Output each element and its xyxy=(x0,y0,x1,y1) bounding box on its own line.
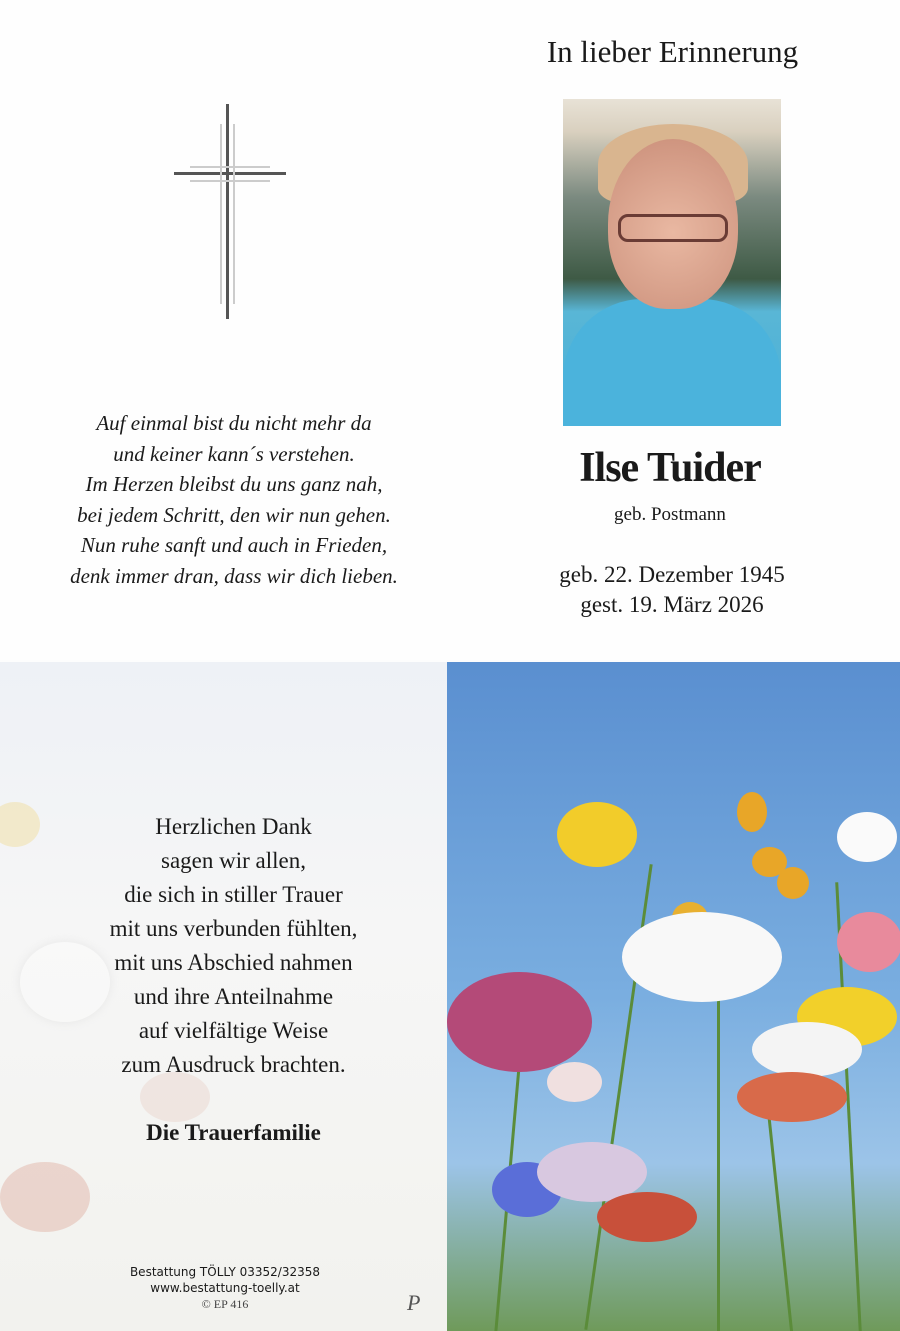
thanks-line: mit uns Abschied nahmen xyxy=(114,950,353,975)
poem-line: Auf einmal bist du nicht mehr da xyxy=(96,411,372,435)
printer-mark: P xyxy=(407,1290,421,1315)
thanks-line: sagen wir allen, xyxy=(161,848,306,873)
poem-line: denk immer dran, dass wir dich lieben. xyxy=(70,563,398,588)
thanks-line: zum Ausdruck brachten. xyxy=(121,1052,346,1077)
product-code: © EP 416 xyxy=(201,1297,249,1311)
maiden-name: geb. Postmann xyxy=(614,504,726,525)
flower-photo xyxy=(447,662,900,1331)
thanks-line: die sich in stiller Trauer xyxy=(124,882,343,907)
poem-line: und keiner kann´s verstehen. xyxy=(113,441,355,466)
poem-line: bei jedem Schritt, den wir nun gehen. xyxy=(77,502,391,527)
thanks-line: und ihre Anteilnahme xyxy=(133,984,334,1009)
poem-line: Im Herzen bleibst du uns ganz nah, xyxy=(85,472,383,496)
poem-line: Nun ruhe sanft und auch in Frieden, xyxy=(80,533,388,557)
cross-icon xyxy=(170,104,290,319)
poem xyxy=(20,408,448,591)
heading: In lieber Erinnerung xyxy=(546,34,799,69)
thanks-line: Herzlichen Dank xyxy=(155,814,312,839)
deceased-name: Ilse Tuider xyxy=(579,445,761,491)
thanks-text xyxy=(20,810,447,1082)
company: Bestattung TÖLLY 03352/32358 xyxy=(129,1265,321,1279)
funeral-home-footer xyxy=(100,1264,350,1312)
thanks-line: mit uns verbunden fühlten, xyxy=(109,916,358,941)
website: www.bestattung-toelly.at xyxy=(150,1281,300,1295)
portrait-photo xyxy=(563,99,781,426)
birth-date: geb. 22. Dezember 1945 xyxy=(559,562,785,587)
dates xyxy=(520,560,824,620)
death-date: gest. 19. März 2026 xyxy=(580,592,764,617)
family-signature: Die Trauerfamilie xyxy=(146,1120,321,1145)
thanks-line: auf vielfältige Weise xyxy=(138,1018,329,1043)
